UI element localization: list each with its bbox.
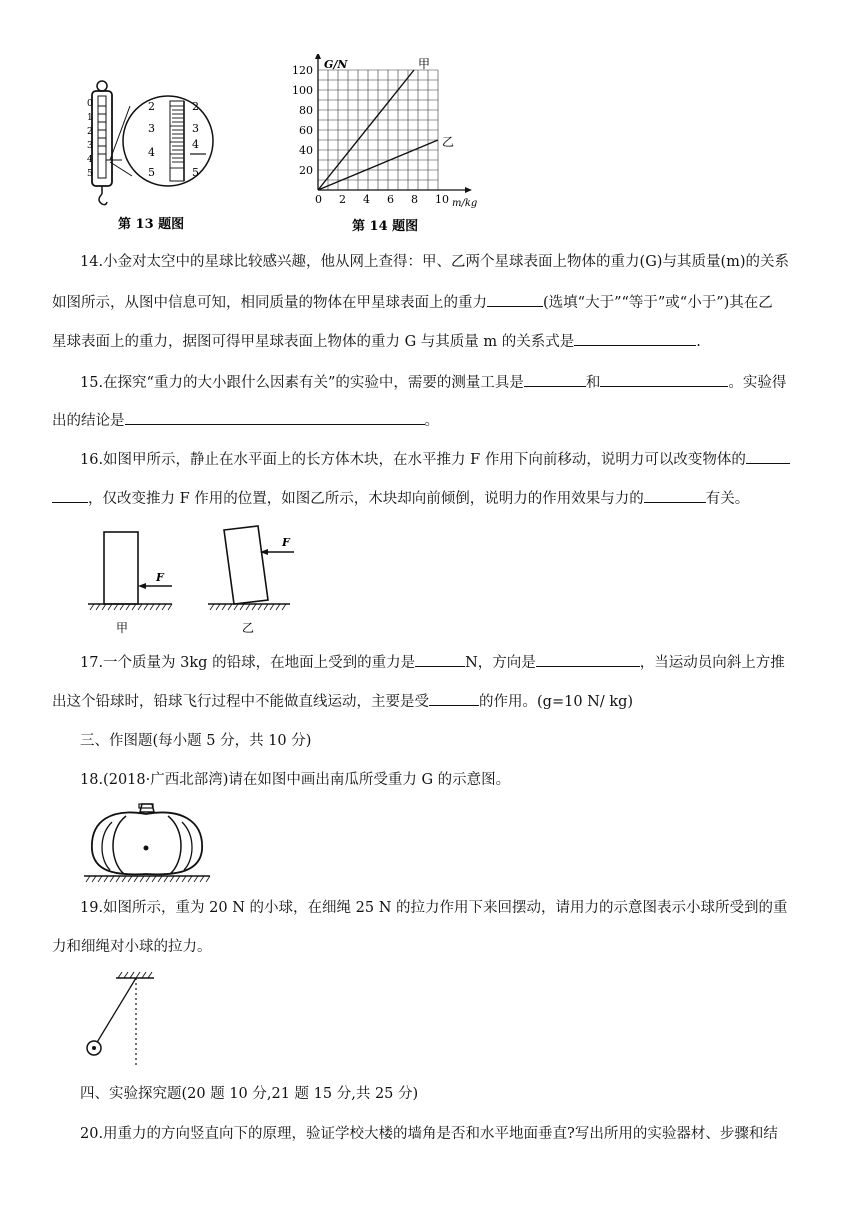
g-m-chart: [282, 54, 482, 234]
scale-mark: 2: [87, 127, 93, 137]
q19-line1: 19.如图所示，重为 20 N 的小球，在细绳 25 N 的拉力作用下来回摆动，请用力的示意图表示小球所受到的重: [80, 900, 788, 916]
q15-text: 。实验得: [728, 375, 787, 391]
x-axis-label: m/kg: [452, 198, 478, 209]
q15-line2: [52, 410, 439, 431]
q17-line2: [52, 691, 633, 712]
y-tick-label: 100: [292, 84, 313, 97]
q14-line1: 14.小金对太空中的星球比较感兴趣，他从网上查得：甲、乙两个星球表面上物体的重力(G)与其质量(m)的关系: [80, 254, 790, 270]
q16-text: 有关。: [705, 491, 750, 507]
figure-label-jia: 甲: [116, 621, 129, 635]
chart-ticks: [292, 64, 449, 206]
pendulum-figure: [82, 968, 162, 1068]
q14-text: (选填“大于”“等于”或“小于”)其在乙: [543, 295, 773, 311]
y-tick-label: 20: [299, 164, 313, 177]
q15-text: 和: [585, 375, 601, 391]
q16-line2: [52, 488, 749, 509]
answer-blank[interactable]: [487, 292, 543, 307]
answer-blank[interactable]: [429, 691, 479, 706]
q16-line1: [80, 449, 790, 470]
answer-blank[interactable]: [536, 652, 640, 667]
x-tick-label: 8: [411, 193, 418, 206]
answer-blank[interactable]: [746, 449, 790, 464]
x-tick-label: 4: [363, 193, 370, 206]
q14-text: .: [696, 334, 701, 350]
q15-text: 15.在探究“重力的大小跟什么因素有关”的实验中，需要的测量工具是: [80, 375, 524, 391]
y-axis-arrow: [315, 54, 321, 59]
answer-blank[interactable]: [600, 372, 728, 387]
section-4-heading: 四、实验探究题(20 题 10 分,21 题 15 分,共 25 分): [80, 1086, 419, 1102]
q14-line3: [52, 331, 701, 352]
force-label: F: [282, 536, 290, 549]
q17-line1: [80, 652, 785, 673]
y-tick-label: 60: [299, 124, 313, 137]
zoom-scale-mark: 4: [192, 138, 199, 151]
q17-text: 的作用。(g=10 N/ kg): [479, 694, 634, 710]
scale-mark: 4: [87, 155, 93, 165]
zoom-scale-mark: 2: [192, 100, 199, 113]
scale-mark: 0: [87, 99, 93, 109]
spring-scale-figure: [80, 76, 230, 231]
zoom-scale-mark: 3: [192, 122, 199, 135]
y-tick-label: 120: [292, 64, 313, 77]
x-tick-label: 0: [315, 193, 322, 206]
q16-text: 16.如图甲所示，静止在水平面上的长方体木块，在水平推力 F 作用下向前移动，说明力可以改变物体的: [80, 452, 746, 468]
q14-text: 星球表面上的重力，据图可得甲星球表面上物体的重力 G 与其质量 m 的关系式是: [52, 334, 575, 350]
answer-blank[interactable]: [574, 331, 696, 346]
answer-blank[interactable]: [125, 410, 425, 425]
q19-line2: 力和细绳对小球的拉力。: [52, 939, 212, 955]
answer-blank[interactable]: [415, 652, 465, 667]
force-label: F: [156, 571, 164, 584]
q17-text: 17.一个质量为 3kg 的铅球，在地面上受到的重力是: [80, 655, 416, 671]
x-tick-label: 6: [387, 193, 394, 206]
q15-text: 。: [424, 413, 439, 429]
q17-text: 出这个铅球时，铅球飞行过程中不能做直线运动，主要是受: [52, 694, 429, 710]
answer-blank[interactable]: [52, 488, 88, 503]
zoom-scale-mark: 4: [148, 146, 155, 159]
q15-line1: [80, 372, 786, 393]
figure-14-caption: 第 14 题图: [352, 219, 419, 234]
chart-grid: [318, 70, 438, 190]
figure-label-yi: 乙: [242, 621, 255, 635]
zoom-scale-mark: 2: [148, 100, 155, 113]
q20-text: 20.用重力的方向竖直向下的原理，验证学校大楼的墙角是否和水平地面垂直?写出所用的实验器材、步骤和结: [80, 1126, 778, 1142]
x-tick-label: 10: [435, 193, 449, 206]
zoom-scale-mark: 3: [148, 122, 155, 135]
x-axis-arrow: [465, 187, 472, 193]
zoom-scale-mark: 5: [148, 166, 155, 179]
q16-text: ，仅改变推力 F 作用的位置，如图乙所示，木块却向前倾倒，说明力的作用效果与力的: [88, 491, 644, 507]
pumpkin-figure: [82, 800, 212, 886]
chart-axes: [315, 54, 472, 193]
answer-blank[interactable]: [524, 372, 586, 387]
y-tick-label: 40: [299, 144, 313, 157]
q17-text: ，当运动员向斜上方推: [639, 655, 785, 671]
series-label: 甲: [418, 57, 431, 71]
series-label: 乙: [442, 135, 455, 149]
q14-text: 如图所示，从图中信息可知，相同质量的物体在甲星球表面上的重力: [52, 295, 487, 311]
q15-text: 出的结论是: [52, 413, 125, 429]
zoom-scale-mark: 5: [192, 166, 199, 179]
y-tick-label: 80: [299, 104, 313, 117]
y-axis-label: G/N: [324, 58, 348, 71]
q18-text: 18.(2018·广西北部湾)请在如图中画出南瓜所受重力 G 的示意图。: [80, 772, 511, 788]
section-3-heading: 三、作图题(每小题 5 分，共 10 分): [80, 733, 312, 749]
scale-mark: 1: [87, 113, 93, 123]
scale-mark: 3: [87, 141, 93, 151]
q17-text: N，方向是: [465, 655, 536, 671]
scale-mark: 5: [87, 169, 93, 179]
q14-line2: [52, 292, 773, 313]
figure-13-caption: 第 13 题图: [118, 217, 185, 231]
wood-block-figure: [84, 520, 314, 638]
answer-blank[interactable]: [644, 488, 706, 503]
x-tick-label: 2: [339, 193, 346, 206]
